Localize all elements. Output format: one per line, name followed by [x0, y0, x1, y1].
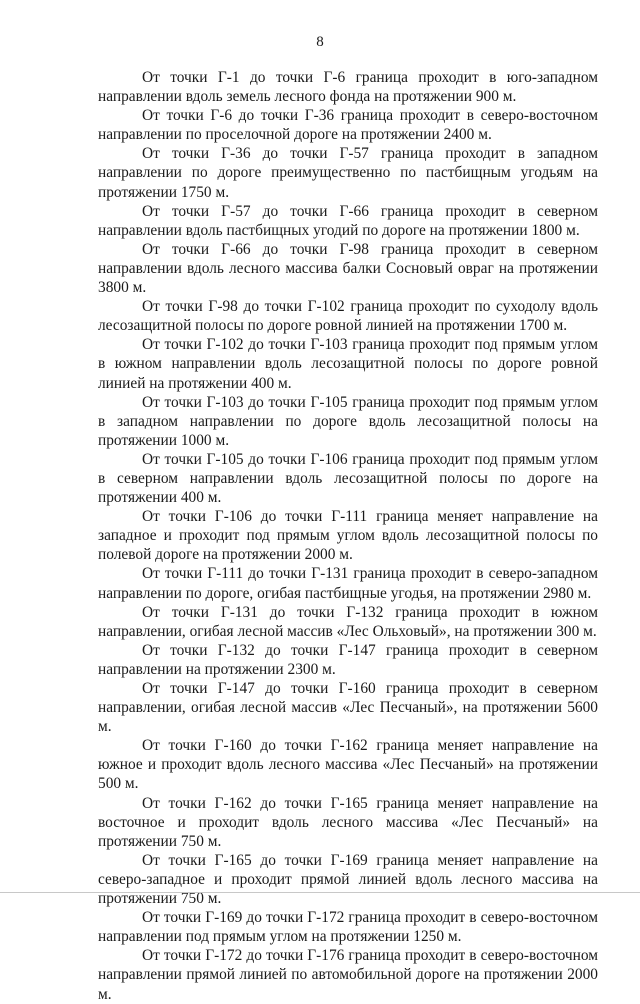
paragraph-19: От точки Г-172 до точки Г-176 граница проходит в северо-восточном направлении прямой линией по автомобильной дороге на протяжении 2000 м.	[98, 947, 598, 1003]
paragraph-11: От точки Г-111 до точки Г-131 граница проходит в северо-западном направлении по дороге, огибая пастбищные угодья, на протяжении 2980 м.	[98, 565, 598, 602]
paragraph-14: От точки Г-147 до точки Г-160 граница проходит в северном направлении, огибая лесной массив «Лес Песчаный», на протяжении 5600 м.	[98, 680, 598, 736]
paragraph-18: От точки Г-169 до точки Г-172 граница проходит в северо-восточном направлении под прямым углом на протяжении 1250 м.	[98, 909, 598, 946]
paragraph-16: От точки Г-162 до точки Г-165 граница меняет направление на восточное и проходит вдоль лесного массива «Лес Песчаный» на протяжении 750 м.	[98, 794, 598, 850]
paragraph-3: От точки Г-36 до точки Г-57 граница проходит в западном направлении по дороге преимущественно по пастбищным угодьям на протяжении 1750 м.	[98, 145, 598, 201]
paragraph-8: От точки Г-103 до точки Г-105 граница проходит под прямым углом в западном направлении по дороге вдоль лесозащитной полосы на протяжении 1000 м.	[98, 393, 598, 449]
page-bottom-edge	[0, 892, 640, 893]
document-body	[98, 68, 598, 1004]
paragraph-1: От точки Г-1 до точки Г-6 граница проходит в юго-западном направлении вдоль земель лесного фонда на протяжении 900 м.	[98, 69, 598, 106]
paragraph-6: От точки Г-98 до точки Г-102 граница проходит по суходолу вдоль лесозащитной полосы по дороге ровной линией на протяжении 1700 м.	[98, 298, 598, 335]
paragraph-15: От точки Г-160 до точки Г-162 граница меняет направление на южное и проходит вдоль лесного массива «Лес Песчаный» на протяжении 500 м.	[98, 737, 598, 793]
paragraph-12: От точки Г-131 до точки Г-132 граница проходит в южном направлении, огибая лесной массив «Лес Ольховый», на протяжении 300 м.	[98, 603, 598, 640]
paragraph-7: От точки Г-102 до точки Г-103 граница проходит под прямым углом в южном направлении вдоль лесозащитной полосы по дороге ровной линией на протяжении 400 м.	[98, 336, 598, 392]
paragraph-17: От точки Г-165 до точки Г-169 граница меняет направление на северо-западное и проходит прямой линией вдоль лесного массива на протяжении 750 м.	[98, 851, 598, 908]
paragraph-5: От точки Г-66 до точки Г-98 граница проходит в северном направлении вдоль лесного массива балки Сосновый овраг на протяжении 3800 м.	[98, 240, 598, 297]
paragraph-9: От точки Г-105 до точки Г-106 граница проходит под прямым углом в северном направлении вдоль лесозащитной полосы по дороге на протяжении 400 м.	[98, 450, 598, 507]
paragraph-10: От точки Г-106 до точки Г-111 граница меняет направление на западное и проходит под прямым углом вдоль лесозащитной полосы по полевой дороге на протяжении 2000 м.	[98, 508, 598, 564]
page-number: 8	[316, 34, 324, 50]
paragraph-2: От точки Г-6 до точки Г-36 граница проходит в северо-восточном направлении по проселочной дороге на протяжении 2400 м.	[98, 107, 598, 144]
paragraph-13: От точки Г-132 до точки Г-147 граница проходит в северном направлении на протяжении 2300 м.	[98, 641, 598, 678]
paragraph-4: От точки Г-57 до точки Г-66 граница проходит в северном направлении вдоль пастбищных угодий по дороге на протяжении 1800 м.	[98, 202, 598, 239]
